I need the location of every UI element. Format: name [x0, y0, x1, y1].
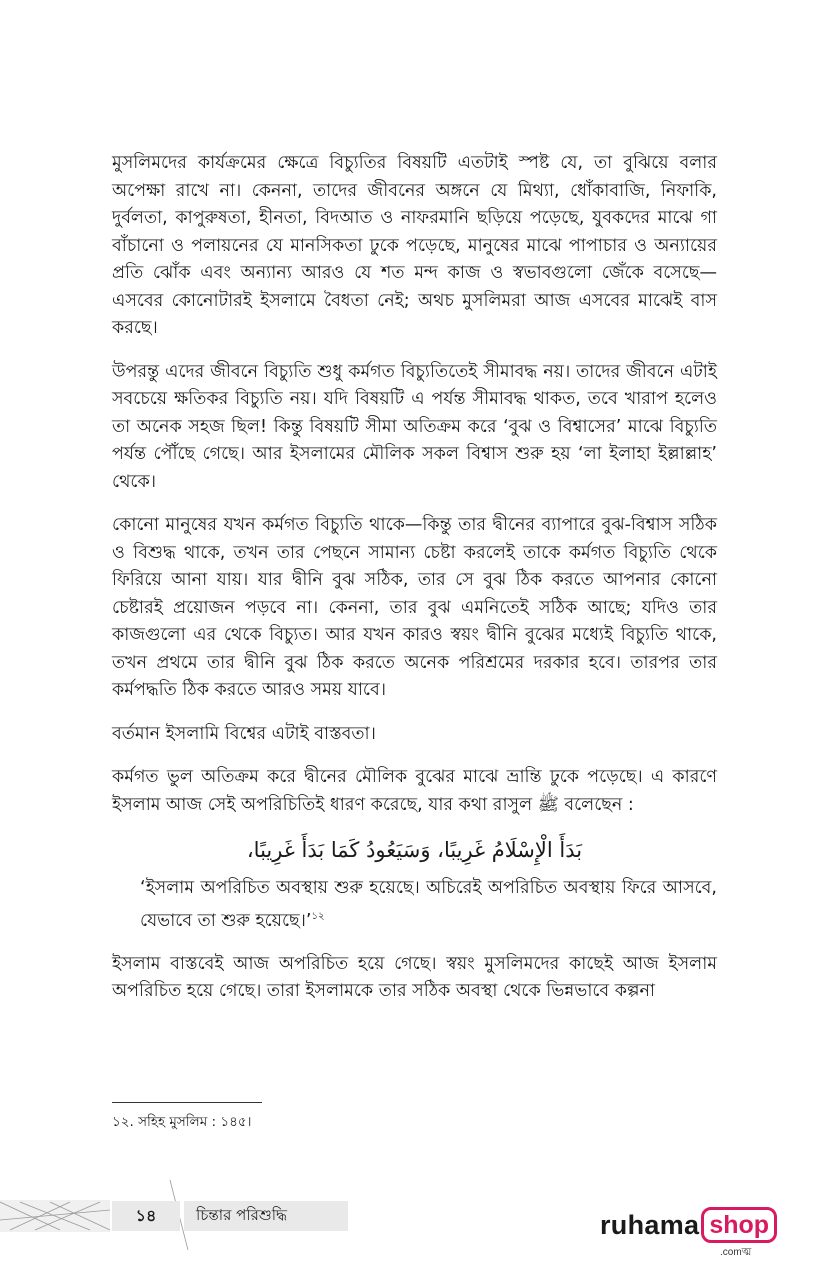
hadith-translation — [140, 875, 717, 935]
footnote-divider — [112, 1102, 262, 1103]
paragraph-2: উপরন্তু এদের জীবনে বিচ্যুতি শুধু কর্মগত বিচ্যুতিতেই সীমাবদ্ধ নয়। তাদের জীবনে এটাই সবচেয়ে ক্ষতিকর বিচ্যুতি নয়। যদি বিষয়টি এ পর্যন্ত সীমাবদ্ধ থাকত, তবে খারাপ হলেও তা অনেক সহজ ছিল! কিন্তু বিষয়টি সীমা অতিক্রম করে ‘বুঝ ও বিশ্বাসের’ মাঝে বিচ্যুতি পর্যন্ত পৌঁছে গেছে। আর ইসলামের মৌলিক সকল বিশ্বাস শুরু হয় ‘লা ইলাহা ইল্লাল্লাহ’ থেকে। — [112, 361, 717, 492]
paragraph-3: কোনো মানুষের যখন কর্মগত বিচ্যুতি থাকে—কিন্তু তার দ্বীনের ব্যাপারে বুঝ-বিশ্বাস সঠিক ও বিশুদ্ধ থাকে, তখন তার পেছনে সামান্য চেষ্টা করলেই তাকে কর্মগত বিচ্যুতি থেকে ফিরিয়ে আনা যায়। যার দ্বীনি বুঝ সঠিক, তার সে বুঝ ঠিক করতে আপনার কোনো চেষ্টারই প্রয়োজন পড়বে না। কেননা, তার বুঝ এমনিতেই সঠিক আছে; যদিও তার কাজগুলো এর থেকে বিচ্যুত। আর যখন কারও স্বয়ং দ্বীনি বুঝের মধ্যেই বিচ্যুতি থাকে, তখন প্রথমে তার দ্বীনি বুঝ ঠিক করতে অনেক পরিশ্রমের দরকার হবে। তারপর তার কর্মপদ্ধতি ঠিক করতে আরও সময় যাবে। — [112, 515, 717, 700]
page-number: ১৪ — [112, 1201, 180, 1231]
running-title: চিন্তার পরিশুদ্ধি — [184, 1201, 348, 1231]
ruhamashop-logo — [600, 1205, 777, 1245]
paragraph-4: বর্তমান ইসলামি বিশ্বের এটাই বাস্তবতা। — [112, 723, 376, 744]
logo-text-shop: shop — [701, 1207, 777, 1243]
logo-text-ruhama: ruhama — [600, 1209, 700, 1240]
paragraph-6: ইসলাম বাস্তবেই আজ অপরিচিত হয়ে গেছে। স্বয়ং মুসলিমদের কাছেই আজ ইসলাম অপরিচিত হয়ে গেছে। তারা ইসলামকে তার সঠিক অবস্থা থেকে ভিন্নভাবে কল্পনা — [112, 953, 717, 1002]
logo-suffix: .comত্ম — [720, 1247, 752, 1258]
page-content — [112, 150, 717, 1022]
hadith-translation-text: ‘ইসলাম অপরিচিত অবস্থায় শুরু হয়েছে। অচিরেই অপরিচিত অবস্থায় ফিরে আসবে, যেভাবে তা শুরু হয়েছে।’ — [140, 878, 717, 931]
footnote-ref: ১২ — [311, 910, 325, 922]
paragraph-1: মুসলিমদের কার্যক্রমের ক্ষেত্রে বিচ্যুতির বিষয়টি এতটাই স্পষ্ট যে, তা বুঝিয়ে বলার অপেক্ষা রাখে না। কেননা, তাদের জীবনের অঙ্গনে যে মিথ্যা, ধোঁকাবাজি, নিফাকি, দুর্বলতা, কাপুরুষতা, হীনতা, বিদআত ও নাফরমানি ছড়িয়ে পড়েছে, যুবকদের মাঝে গা বাঁচানো ও পলায়নের যে মানসিকতা ঢুকে পড়েছে, মানুষের মাঝে পাপাচার ও অন্যায়ের প্রতি ঝোঁক এবং অন্যান্য আরও যে শত মন্দ কাজ ও স্বভাবগুলো জেঁকে বসেছে—এসবের কোনোটারই ইসলামে বৈধতা নেই; অথচ মুসলিমরা আজ এসবের মাঝেই বাস করছে। — [112, 153, 717, 338]
footnote: ১২. সহিহ মুসলিম : ১৪৫। — [112, 1114, 252, 1130]
paragraph-5: কর্মগত ভুল অতিক্রম করে দ্বীনের মৌলিক বুঝের মাঝে ভ্রান্তি ঢুকে পড়েছে। এ কারণে ইসলাম আজ সেই অপরিচিতিই ধারণ করেছে, যার কথা রাসুল ﷺ বলেছেন : — [112, 767, 717, 815]
arabic-hadith: بَدَأَ الْإِسْلَامُ غَرِيبًا، وَسَيَعُودُ كَمَا بَدَأَ غَرِيبًا، — [246, 838, 583, 862]
